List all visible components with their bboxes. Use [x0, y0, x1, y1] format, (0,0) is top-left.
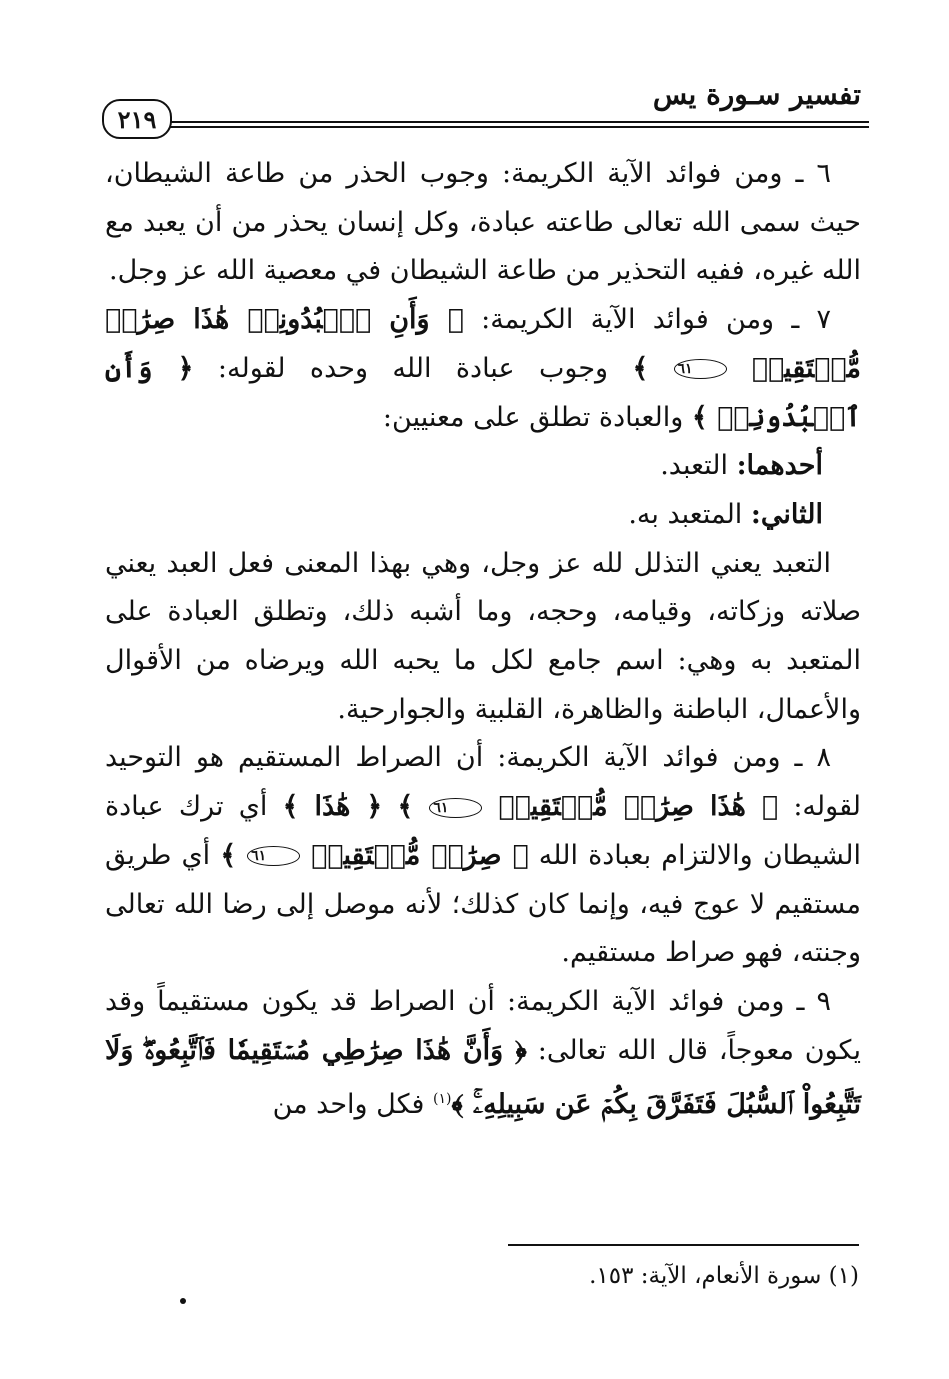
- page-body: [105, 150, 861, 1130]
- quran-quote: ﴿ هَٰذَا صِرَٰطٞ مُّسۡتَقِيمٞ ٦١ ﴾: [397, 791, 779, 823]
- paragraph-benefit-7: [105, 296, 861, 442]
- paragraph-benefit-8: [105, 734, 861, 978]
- benefit-7-meanings: والعبادة تطلق على معنيين:: [382, 401, 684, 433]
- footnote: (١) سورة الأنعام، الآية: ١٥٣.: [589, 1263, 859, 1289]
- quran-quote: ﴿ وَأَنِ ٱعۡبُدُونِيۚ هَٰذَا صِرَٰطٞ مُّسۡتَقِيمٞ ٦١ ﴾: [105, 304, 862, 384]
- ayah-number-marker: ٦١: [247, 846, 300, 866]
- meaning-first-label: أحدهما:: [736, 450, 823, 482]
- ayah-number-marker: ٦١: [429, 798, 482, 818]
- benefit-9-intro: ٩ ـ ومن فوائد الآية الكريمة: أن الصراط قد يكون مستقيماً وقد يكون معوجاً، قال الله تعالى:: [105, 985, 861, 1066]
- paragraph-worship-definition: التعبد يعني التذلل لله عز وجل، وهي بهذا المعنى فعل العبد يعني صلاته وزكاته، وقيامه، وحجه، وما أشبه ذلك، وتطلق العبادة على المتعبد به وهي: اسم جامع لكل ما يحبه الله ويرضاه من الأقوال والأعمال، الباطنة والظاهرة، القلبية والجوارحية.: [105, 547, 861, 725]
- paragraph-benefit-9: [105, 978, 861, 1130]
- benefit-8-text: أي ترك عبادة الشيطان والالتزام بعبادة الله: [105, 791, 861, 871]
- quran-quote: ﴿ هَٰذَا ﴾: [282, 791, 383, 823]
- benefit-8-intro: ٨ ـ ومن فوائد الآية الكريمة: أن الصراط المستقيم هو التوحيد لقوله:: [105, 742, 861, 823]
- quran-quote: ﴿ صِرَٰطٞ مُّسۡتَقِيمٞ ٦١ ﴾: [220, 839, 529, 871]
- footnote-divider: [508, 1244, 859, 1246]
- benefit-7-intro: ٧ ـ ومن فوائد الآية الكريمة:: [481, 304, 831, 336]
- benefit-7-text: وجوب عبادة الله وحده لقوله:: [217, 352, 609, 384]
- ink-dot: [180, 1298, 186, 1304]
- header-rule: [160, 121, 869, 128]
- quran-quote: ﴿ وَأَنِ ٱعۡبُدُونِيۚ ﴾: [105, 352, 861, 433]
- benefit-9-continuation: فكل واحد من: [272, 1089, 425, 1121]
- meaning-second: [105, 491, 861, 540]
- meaning-first: [105, 442, 861, 491]
- footnote-reference[interactable]: (١): [433, 1091, 452, 1108]
- paragraph-benefit-6: ٦ ـ ومن فوائد الآية الكريمة: وجوب الحذر من طاعة الشيطان، حيث سمى الله تعالى طاعته عبادة، وكل إنسان يحذر من أن يعبد مع الله غيره، ففيه التحذير من طاعة الشيطان في معصية الله عز وجل.: [105, 158, 861, 287]
- quran-quote: ﴿ وَأَنَّ هَٰذَا صِرَٰطِي مُسۡتَقِيمٗا فَٱتَّبِعُوهُۖ وَلَا تَتَّبِعُواْ ٱلسُّبُلَ فَتَفَرَّقَ بِكُمۡ عَن سَبِيلِهِۦۚ ﴾: [105, 1034, 861, 1121]
- meaning-first-text: التعبد.: [660, 450, 728, 482]
- ayah-number-marker: ٦١: [674, 359, 727, 379]
- meaning-second-label: الثاني:: [750, 498, 823, 530]
- running-header-title: تفسير سـورة يس: [652, 78, 861, 111]
- benefit-8-conclusion: أي طريق مستقيم لا عوج فيه، وإنما كان كذلك؛ لأنه موصل إلى رضا الله تعالى وجنته، فهو صراط مستقيم.: [105, 839, 861, 969]
- page-number: ٢١٩: [102, 99, 172, 139]
- meaning-second-text: المتعبد به.: [628, 498, 743, 530]
